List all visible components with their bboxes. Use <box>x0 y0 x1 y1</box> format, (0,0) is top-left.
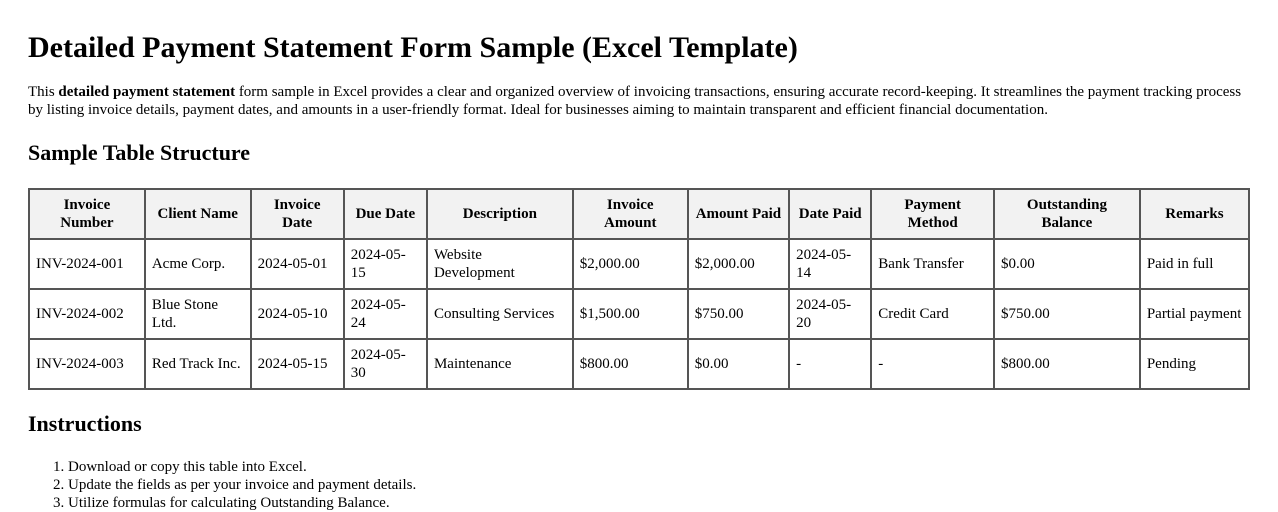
column-header-description: Description <box>427 189 573 239</box>
cell-invoice-amount: $2,000.00 <box>573 239 688 289</box>
instruction-item: 1. Download or copy this table into Excel. <box>68 458 1250 476</box>
column-header-invoice-date: Invoice Date <box>251 189 344 239</box>
intro-bold-phrase: detailed payment statement <box>58 84 236 100</box>
page-title: Detailed Payment Statement Form Sample (Excel Template) <box>28 31 798 64</box>
cell-payment-method: Bank Transfer <box>871 239 994 289</box>
table-row <box>29 339 1249 389</box>
cell-invoice-number: INV-2024-002 <box>29 289 145 339</box>
instructions-list <box>28 458 1250 512</box>
cell-due-date: 2024-05-24 <box>344 289 427 339</box>
table-row <box>29 239 1249 289</box>
cell-invoice-date: 2024-05-15 <box>251 339 344 389</box>
instruction-item: 3. Utilize formulas for calculating Outstanding Balance. <box>68 494 1250 512</box>
cell-client-name: Blue Stone Ltd. <box>145 289 251 339</box>
cell-description: Consulting Services <box>427 289 573 339</box>
cell-description: Website Development <box>427 239 573 289</box>
cell-outstanding-balance: $0.00 <box>994 239 1140 289</box>
intro-prefix: This <box>28 84 59 100</box>
cell-client-name: Acme Corp. <box>145 239 251 289</box>
column-header-invoice-number: Invoice Number <box>29 189 145 239</box>
cell-amount-paid: $750.00 <box>688 289 789 339</box>
column-header-payment-method: Payment Method <box>871 189 994 239</box>
column-header-amount-paid: Amount Paid <box>688 189 789 239</box>
cell-remarks: Paid in full <box>1140 239 1249 289</box>
cell-amount-paid: $2,000.00 <box>688 239 789 289</box>
cell-remarks: Pending <box>1140 339 1249 389</box>
table-header-row <box>29 189 1249 239</box>
cell-amount-paid: $0.00 <box>688 339 789 389</box>
intro-suffix: form sample in Excel provides a clear and organized overview of invoicing transactions, ensuring accurate record-keeping. It streamlines the payment tracking process by listing invoice details, payment dates, and amounts in a user-friendly format. Ideal for businesses aiming to maintain transparent and efficient financial documentation. <box>28 84 1242 118</box>
column-header-outstanding-balance: Outstanding Balance <box>994 189 1140 239</box>
cell-client-name: Red Track Inc. <box>145 339 251 389</box>
cell-date-paid: 2024-05-14 <box>789 239 871 289</box>
payment-statement-table <box>28 188 1250 390</box>
cell-invoice-amount: $800.00 <box>573 339 688 389</box>
column-header-date-paid: Date Paid <box>789 189 871 239</box>
cell-outstanding-balance: $750.00 <box>994 289 1140 339</box>
cell-invoice-date: 2024-05-10 <box>251 289 344 339</box>
cell-payment-method: Credit Card <box>871 289 994 339</box>
table-row <box>29 289 1249 339</box>
cell-invoice-amount: $1,500.00 <box>573 289 688 339</box>
column-header-client-name: Client Name <box>145 189 251 239</box>
cell-date-paid: 2024-05-20 <box>789 289 871 339</box>
cell-outstanding-balance: $800.00 <box>994 339 1140 389</box>
instructions-heading: Instructions <box>28 411 142 436</box>
cell-due-date: 2024-05-30 <box>344 339 427 389</box>
table-section-heading: Sample Table Structure <box>28 140 251 165</box>
cell-remarks: Partial payment <box>1140 289 1249 339</box>
column-header-invoice-amount: Invoice Amount <box>573 189 688 239</box>
column-header-due-date: Due Date <box>344 189 427 239</box>
cell-due-date: 2024-05-15 <box>344 239 427 289</box>
cell-invoice-number: INV-2024-003 <box>29 339 145 389</box>
column-header-remarks: Remarks <box>1140 189 1249 239</box>
instruction-item: 2. Update the fields as per your invoice and payment details. <box>68 476 1250 494</box>
cell-payment-method: - <box>871 339 994 389</box>
intro-paragraph <box>28 83 1250 119</box>
cell-invoice-number: INV-2024-001 <box>29 239 145 289</box>
cell-description: Maintenance <box>427 339 573 389</box>
cell-invoice-date: 2024-05-01 <box>251 239 344 289</box>
cell-date-paid: - <box>789 339 871 389</box>
